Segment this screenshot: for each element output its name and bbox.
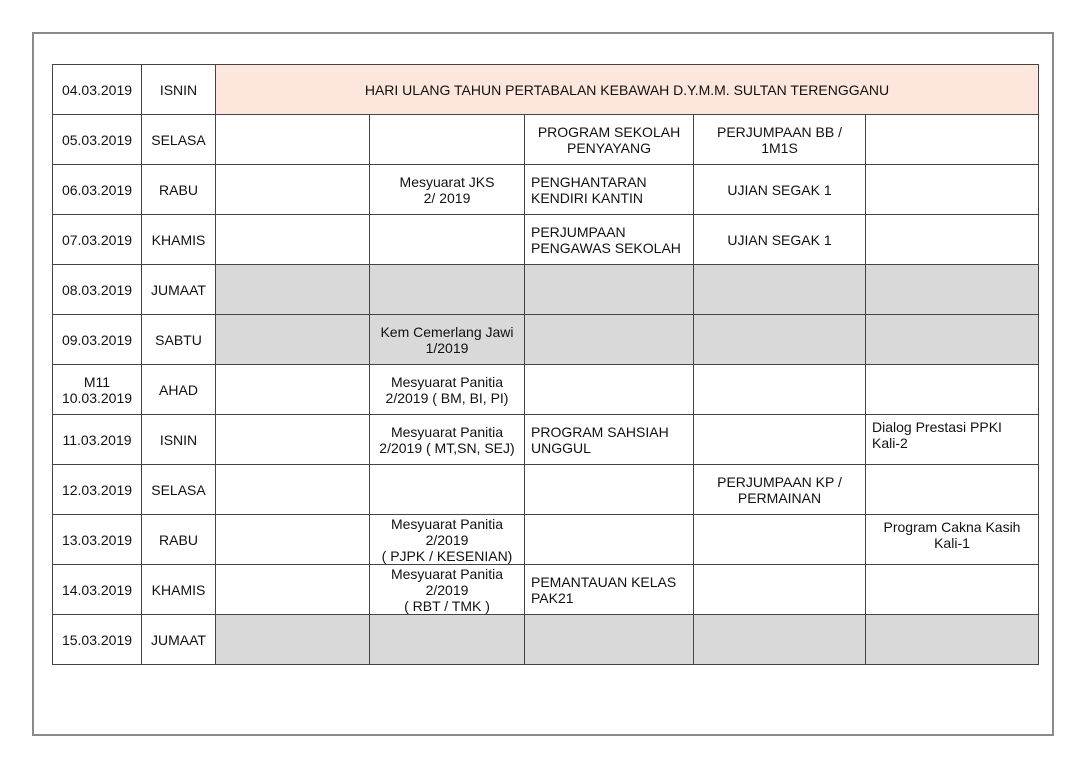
date-cell: 13.03.2019	[53, 515, 142, 565]
event-cell	[216, 415, 370, 465]
event-cell	[370, 115, 525, 165]
day-cell: ISNIN	[142, 415, 216, 465]
event-cell	[216, 565, 370, 615]
event-cell	[694, 565, 866, 615]
day-cell: RABU	[142, 515, 216, 565]
table-row	[53, 565, 1039, 615]
event-cell	[216, 515, 370, 565]
event-cell	[370, 615, 525, 665]
table-row	[53, 515, 1039, 565]
date-cell: 07.03.2019	[53, 215, 142, 265]
date-cell: 06.03.2019	[53, 165, 142, 215]
day-cell: AHAD	[142, 365, 216, 415]
event-cell	[694, 515, 866, 565]
event-cell: PERJUMPAAN KP / PERMAINAN	[694, 465, 866, 515]
date-cell: 09.03.2019	[53, 315, 142, 365]
date-cell: 08.03.2019	[53, 265, 142, 315]
event-cell	[370, 265, 525, 315]
table-row	[53, 615, 1039, 665]
event-cell: PERJUMPAAN PENGAWAS SEKOLAH	[525, 215, 694, 265]
event-cell	[216, 365, 370, 415]
event-cell	[866, 565, 1039, 615]
table-row	[53, 415, 1039, 465]
event-cell	[216, 165, 370, 215]
event-cell	[525, 265, 694, 315]
day-cell: RABU	[142, 165, 216, 215]
event-cell	[866, 365, 1039, 415]
event-cell: Kem Cemerlang Jawi 1/2019	[370, 315, 525, 365]
event-cell	[216, 115, 370, 165]
event-cell: Mesyuarat Panitia 2/2019 ( MT,SN, SEJ)	[370, 415, 525, 465]
event-cell	[694, 315, 866, 365]
table-row	[53, 365, 1039, 415]
event-cell	[370, 465, 525, 515]
date-cell: 12.03.2019	[53, 465, 142, 515]
event-cell: UJIAN SEGAK 1	[694, 215, 866, 265]
date-cell: 15.03.2019	[53, 615, 142, 665]
table-row	[53, 265, 1039, 315]
table-row	[53, 65, 1039, 115]
holiday-banner: HARI ULANG TAHUN PERTABALAN KEBAWAH D.Y.M.M. SULTAN TERENGGANU	[216, 65, 1039, 115]
event-cell	[866, 315, 1039, 365]
event-cell	[216, 265, 370, 315]
date-cell: 05.03.2019	[53, 115, 142, 165]
event-cell: Mesyuarat Panitia 2/2019 ( BM, BI, PI)	[370, 365, 525, 415]
event-cell: Mesyuarat Panitia 2/2019 ( RBT / TMK )	[370, 565, 525, 615]
event-cell: PERJUMPAAN BB / 1M1S	[694, 115, 866, 165]
event-cell: Mesyuarat JKS 2/ 2019	[370, 165, 525, 215]
event-cell	[216, 615, 370, 665]
table-row	[53, 115, 1039, 165]
event-cell	[694, 415, 866, 465]
event-cell	[694, 365, 866, 415]
event-cell	[694, 265, 866, 315]
day-cell: SELASA	[142, 465, 216, 515]
event-cell	[525, 315, 694, 365]
date-cell: 11.03.2019	[53, 415, 142, 465]
event-cell: Program Cakna Kasih Kali-1	[866, 515, 1039, 565]
event-cell: PENGHANTARAN KENDIRI KANTIN	[525, 165, 694, 215]
table-row	[53, 215, 1039, 265]
schedule-table	[52, 64, 1039, 665]
table-row	[53, 315, 1039, 365]
day-cell: JUMAAT	[142, 615, 216, 665]
date-cell: 14.03.2019	[53, 565, 142, 615]
event-cell	[216, 215, 370, 265]
event-cell: Mesyuarat Panitia 2/2019 ( PJPK / KESENIAN)	[370, 515, 525, 565]
event-cell	[216, 315, 370, 365]
day-cell: SELASA	[142, 115, 216, 165]
day-cell: JUMAAT	[142, 265, 216, 315]
day-cell: SABTU	[142, 315, 216, 365]
event-cell	[216, 465, 370, 515]
event-cell	[525, 515, 694, 565]
event-cell	[866, 615, 1039, 665]
event-cell	[694, 615, 866, 665]
event-cell	[866, 165, 1039, 215]
day-cell: KHAMIS	[142, 565, 216, 615]
event-cell: PEMANTAUAN KELAS PAK21	[525, 565, 694, 615]
day-cell: ISNIN	[142, 65, 216, 115]
event-cell: UJIAN SEGAK 1	[694, 165, 866, 215]
event-cell	[866, 265, 1039, 315]
event-cell	[866, 465, 1039, 515]
date-cell: M11 10.03.2019	[53, 365, 142, 415]
event-cell	[866, 115, 1039, 165]
table-row	[53, 165, 1039, 215]
table-row	[53, 465, 1039, 515]
event-cell: PROGRAM SEKOLAH PENYAYANG	[525, 115, 694, 165]
event-cell: PROGRAM SAHSIAH UNGGUL	[525, 415, 694, 465]
date-cell: 04.03.2019	[53, 65, 142, 115]
event-cell	[525, 365, 694, 415]
event-cell	[525, 465, 694, 515]
event-cell	[525, 615, 694, 665]
event-cell	[866, 215, 1039, 265]
event-cell	[370, 215, 525, 265]
event-cell: Dialog Prestasi PPKI Kali-2	[866, 415, 1039, 465]
day-cell: KHAMIS	[142, 215, 216, 265]
